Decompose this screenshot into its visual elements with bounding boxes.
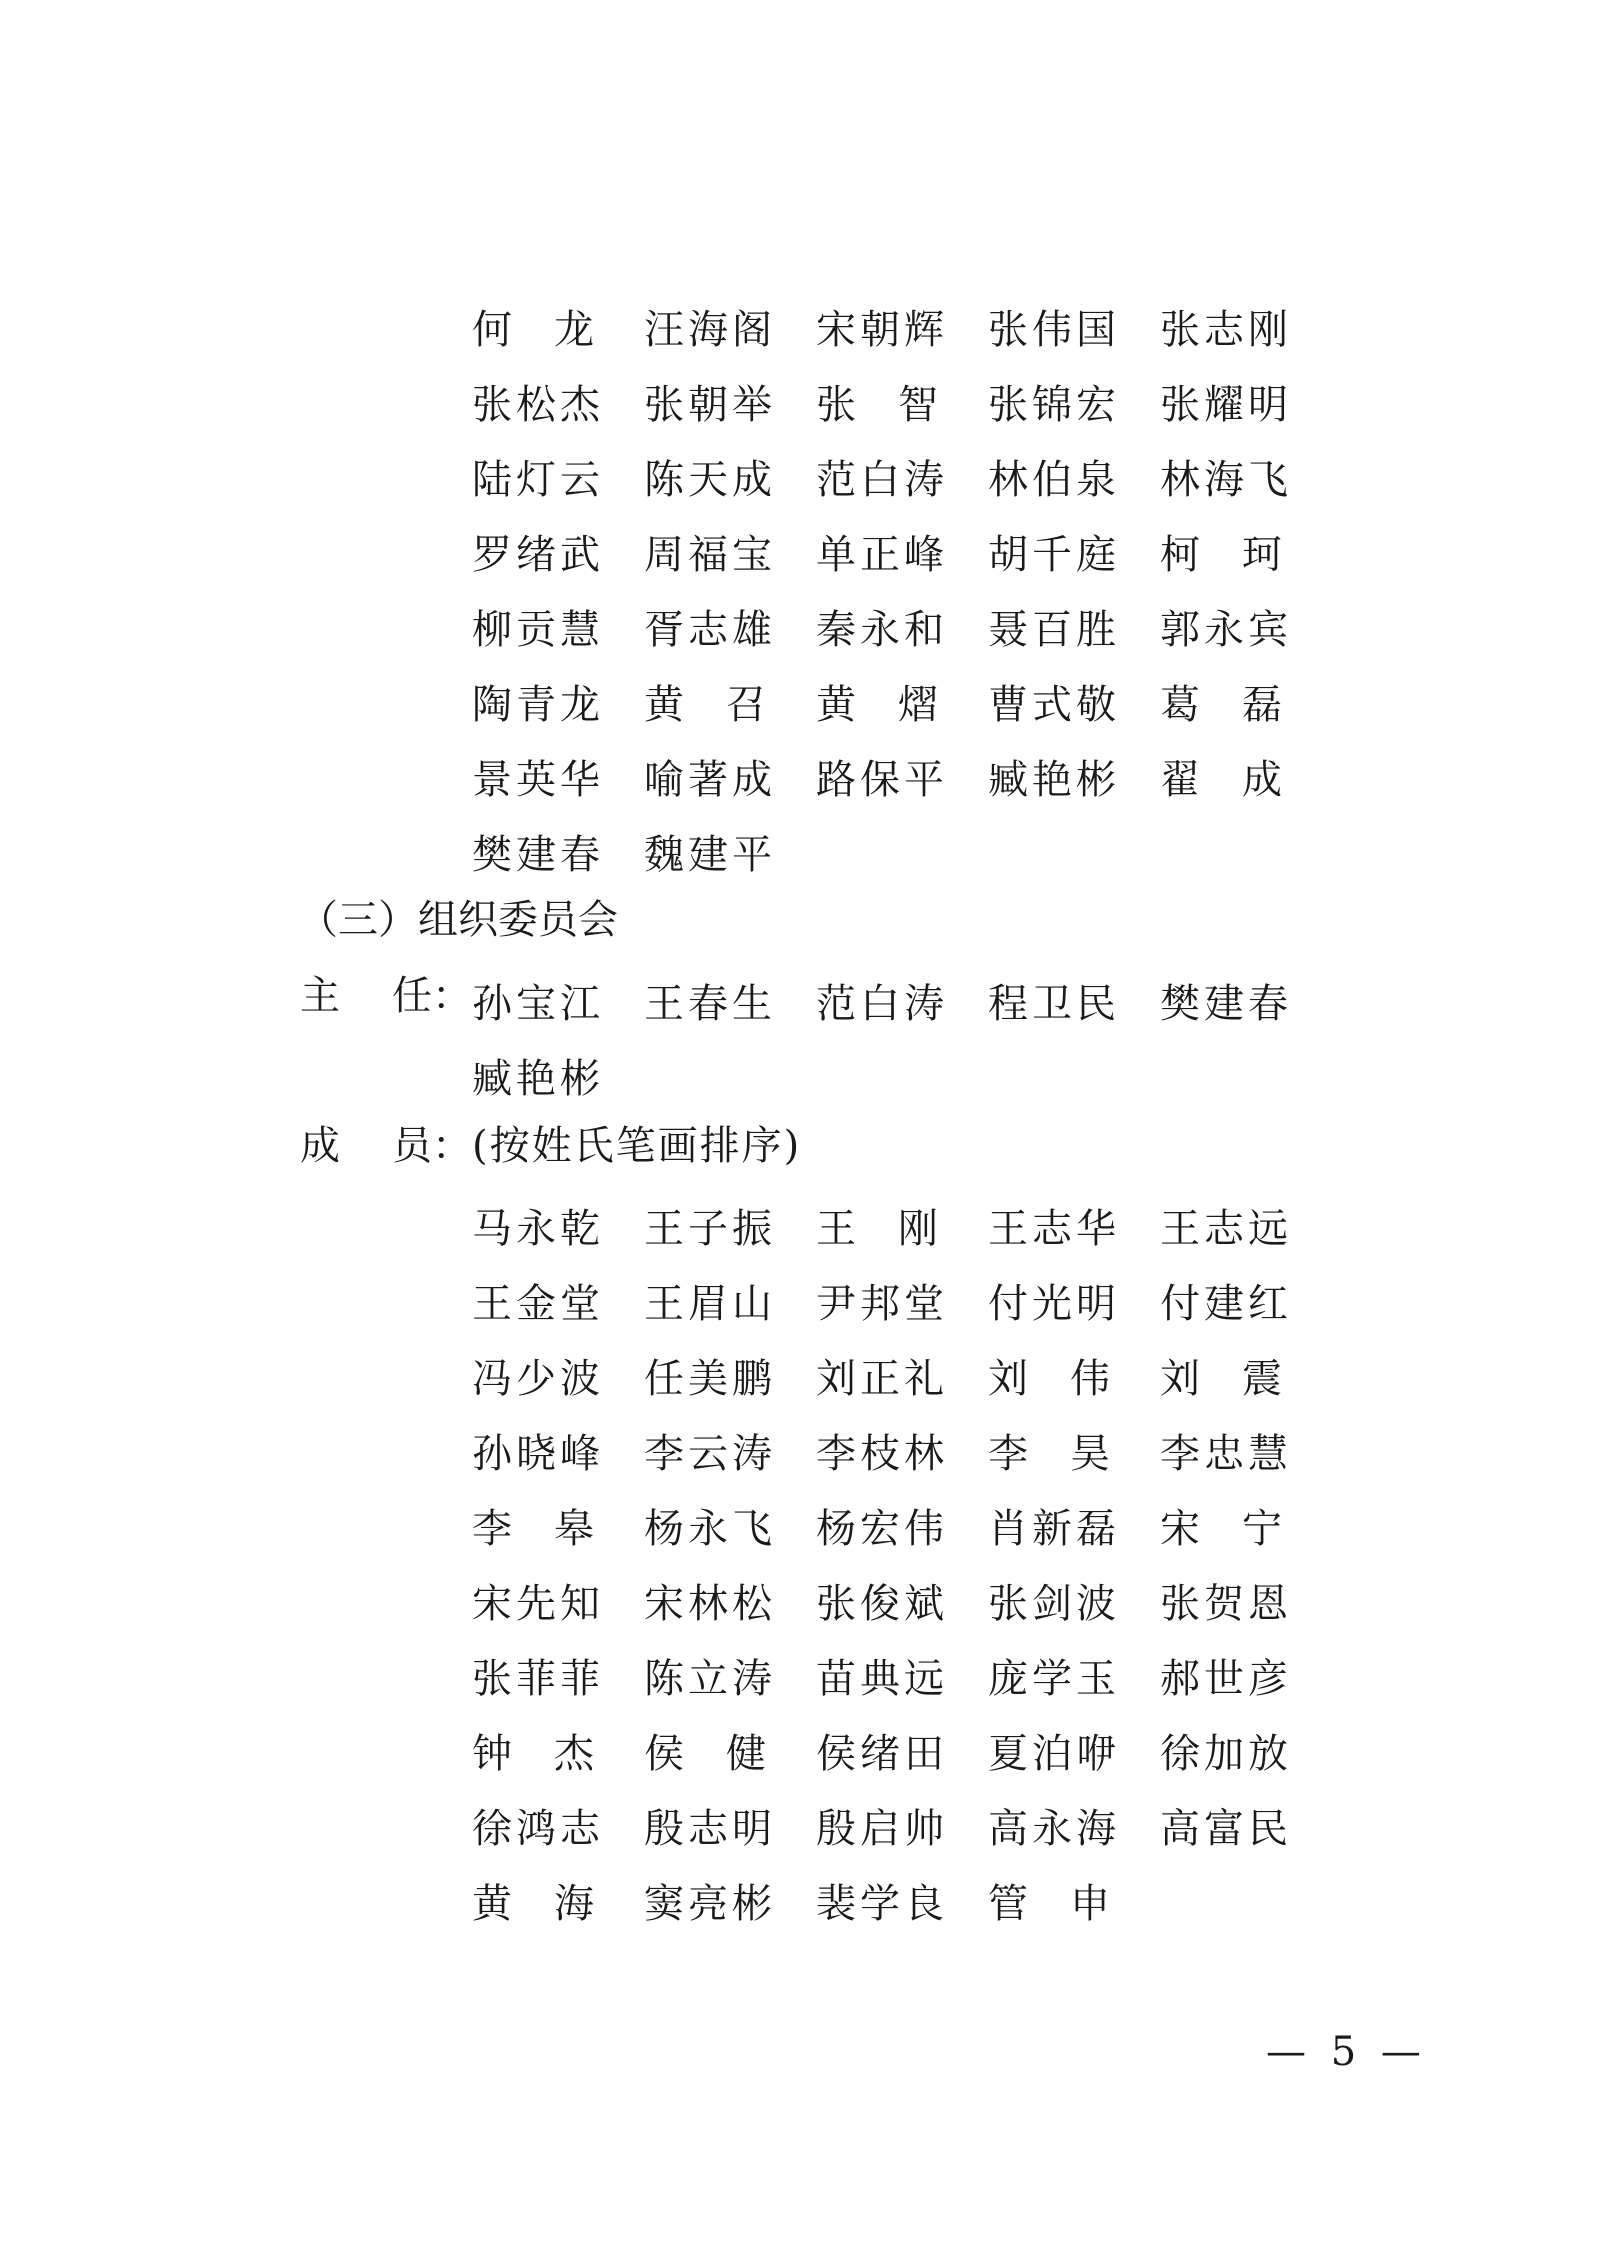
director-row bbox=[300, 972, 472, 1020]
person-name: 苗典远 bbox=[816, 1655, 948, 1702]
person-name: 李 皋 bbox=[472, 1505, 594, 1552]
person-name: 张锦宏 bbox=[988, 381, 1120, 428]
person-name: 柳贡慧 bbox=[472, 606, 604, 653]
person-name: 任美鹏 bbox=[644, 1355, 776, 1402]
person-name: 侯 健 bbox=[644, 1730, 766, 1777]
person-name: 王志华 bbox=[988, 1205, 1120, 1252]
person-name: 王 刚 bbox=[816, 1205, 938, 1252]
person-name: 曹式敬 bbox=[988, 681, 1120, 728]
person-name: 张松杰 bbox=[472, 381, 604, 428]
name-row bbox=[472, 517, 1292, 592]
person-name: 景英华 bbox=[472, 756, 604, 803]
person-name: 葛 磊 bbox=[1160, 681, 1282, 728]
person-name: 殷志明 bbox=[644, 1805, 776, 1852]
director-names bbox=[472, 966, 1292, 1041]
person-name: 周福宝 bbox=[644, 531, 776, 578]
person-name: 聂百胜 bbox=[988, 606, 1120, 653]
person-name: 张朝举 bbox=[644, 381, 776, 428]
person-name: 管 申 bbox=[988, 1880, 1110, 1927]
name-row bbox=[472, 742, 1292, 817]
person-name: 张剑波 bbox=[988, 1580, 1120, 1627]
person-name: 王子振 bbox=[644, 1205, 776, 1252]
name-row bbox=[472, 1266, 1292, 1341]
person-name: 殷启帅 bbox=[816, 1805, 948, 1852]
person-name: 夏泊咿 bbox=[988, 1730, 1120, 1777]
person-name: 罗绪武 bbox=[472, 531, 604, 578]
person-name: 宋朝辉 bbox=[816, 306, 948, 353]
person-name: 张俊斌 bbox=[816, 1580, 948, 1627]
members-row bbox=[300, 1122, 801, 1170]
person-name: 程卫民 bbox=[988, 980, 1120, 1027]
name-row bbox=[472, 1041, 1292, 1116]
person-name: 侯绪田 bbox=[816, 1730, 948, 1777]
person-name: 刘 伟 bbox=[988, 1355, 1110, 1402]
person-name: 喻著成 bbox=[644, 756, 776, 803]
person-name: 张贺恩 bbox=[1160, 1580, 1292, 1627]
person-name: 宋林松 bbox=[644, 1580, 776, 1627]
person-name: 孙宝江 bbox=[472, 980, 604, 1027]
person-name: 张 智 bbox=[816, 381, 938, 428]
name-row bbox=[472, 1491, 1292, 1566]
name-row bbox=[472, 1191, 1292, 1266]
members-label: 成 员： bbox=[300, 1123, 472, 1169]
person-name: 徐加放 bbox=[1160, 1730, 1292, 1777]
person-name: 范白涛 bbox=[816, 980, 948, 1027]
name-row bbox=[472, 1566, 1292, 1641]
name-row bbox=[472, 1866, 1292, 1941]
person-name: 范白涛 bbox=[816, 456, 948, 503]
person-name: 钟 杰 bbox=[472, 1730, 594, 1777]
person-name: 张菲菲 bbox=[472, 1655, 604, 1702]
person-name: 张志刚 bbox=[1160, 306, 1292, 353]
director-label: 主 任： bbox=[300, 973, 472, 1019]
name-row bbox=[472, 442, 1292, 517]
person-name: 宋先知 bbox=[472, 1580, 604, 1627]
name-row bbox=[472, 1716, 1292, 1791]
person-name: 秦永和 bbox=[816, 606, 948, 653]
person-name: 路保平 bbox=[816, 756, 948, 803]
section-heading: （三）组织委员会 bbox=[298, 897, 618, 943]
person-name: 陶青龙 bbox=[472, 681, 604, 728]
page-number: — 5 — bbox=[1266, 2029, 1427, 2075]
person-name: 林海飞 bbox=[1160, 456, 1292, 503]
person-name: 魏建平 bbox=[644, 831, 776, 878]
person-name: 黄 熠 bbox=[816, 681, 938, 728]
person-name: 郝世彦 bbox=[1160, 1655, 1292, 1702]
person-name: 何 龙 bbox=[472, 306, 594, 353]
person-name: 樊建春 bbox=[1160, 980, 1292, 1027]
name-row bbox=[472, 1791, 1292, 1866]
name-row bbox=[472, 1341, 1292, 1416]
person-name: 翟 成 bbox=[1160, 756, 1282, 803]
person-name: 杨永飞 bbox=[644, 1505, 776, 1552]
person-name: 王金堂 bbox=[472, 1280, 604, 1327]
name-row bbox=[472, 592, 1292, 667]
person-name: 刘正礼 bbox=[816, 1355, 948, 1402]
name-row bbox=[472, 966, 1292, 1041]
person-name: 胥志雄 bbox=[644, 606, 776, 653]
person-name: 裴学良 bbox=[816, 1880, 948, 1927]
person-name: 臧艳彬 bbox=[472, 1055, 604, 1102]
person-name: 陈天成 bbox=[644, 456, 776, 503]
person-name: 臧艳彬 bbox=[988, 756, 1120, 803]
person-name: 郭永宾 bbox=[1160, 606, 1292, 653]
person-name: 李枝林 bbox=[816, 1430, 948, 1477]
person-name: 王春生 bbox=[644, 980, 776, 1027]
name-row bbox=[472, 367, 1292, 442]
person-name: 付建红 bbox=[1160, 1280, 1292, 1327]
person-name: 单正峰 bbox=[816, 531, 948, 578]
name-row bbox=[472, 817, 1292, 892]
person-name: 王志远 bbox=[1160, 1205, 1292, 1252]
person-name: 高富民 bbox=[1160, 1805, 1292, 1852]
person-name: 胡千庭 bbox=[988, 531, 1120, 578]
person-name: 冯少波 bbox=[472, 1355, 604, 1402]
person-name: 黄 召 bbox=[644, 681, 766, 728]
name-row bbox=[472, 1416, 1292, 1491]
person-name: 刘 震 bbox=[1160, 1355, 1282, 1402]
name-row bbox=[472, 667, 1292, 742]
person-name: 陆灯云 bbox=[472, 456, 604, 503]
members-sort-note: (按姓氏笔画排序) bbox=[472, 1123, 802, 1169]
person-name: 柯 珂 bbox=[1160, 531, 1282, 578]
person-name: 李忠慧 bbox=[1160, 1430, 1292, 1477]
person-name: 汪海阁 bbox=[644, 306, 776, 353]
person-name: 张耀明 bbox=[1160, 381, 1292, 428]
person-name: 宋 宁 bbox=[1160, 1505, 1282, 1552]
name-row bbox=[472, 292, 1292, 367]
members-name-list bbox=[472, 1191, 1292, 1941]
person-name: 李云涛 bbox=[644, 1430, 776, 1477]
name-row bbox=[472, 1641, 1292, 1716]
person-name: 肖新磊 bbox=[988, 1505, 1120, 1552]
person-name: 孙晓峰 bbox=[472, 1430, 604, 1477]
person-name: 马永乾 bbox=[472, 1205, 604, 1252]
person-name: 杨宏伟 bbox=[816, 1505, 948, 1552]
person-name: 窦亮彬 bbox=[644, 1880, 776, 1927]
person-name: 徐鸿志 bbox=[472, 1805, 604, 1852]
name-list-top bbox=[472, 292, 1292, 892]
person-name: 高永海 bbox=[988, 1805, 1120, 1852]
person-name: 黄 海 bbox=[472, 1880, 594, 1927]
director-names-continued bbox=[472, 1041, 1292, 1116]
person-name: 尹邦堂 bbox=[816, 1280, 948, 1327]
person-name: 陈立涛 bbox=[644, 1655, 776, 1702]
person-name: 林伯泉 bbox=[988, 456, 1120, 503]
person-name: 付光明 bbox=[988, 1280, 1120, 1327]
person-name: 李 昊 bbox=[988, 1430, 1110, 1477]
person-name: 樊建春 bbox=[472, 831, 604, 878]
person-name: 庞学玉 bbox=[988, 1655, 1120, 1702]
person-name: 张伟国 bbox=[988, 306, 1120, 353]
person-name: 王眉山 bbox=[644, 1280, 776, 1327]
